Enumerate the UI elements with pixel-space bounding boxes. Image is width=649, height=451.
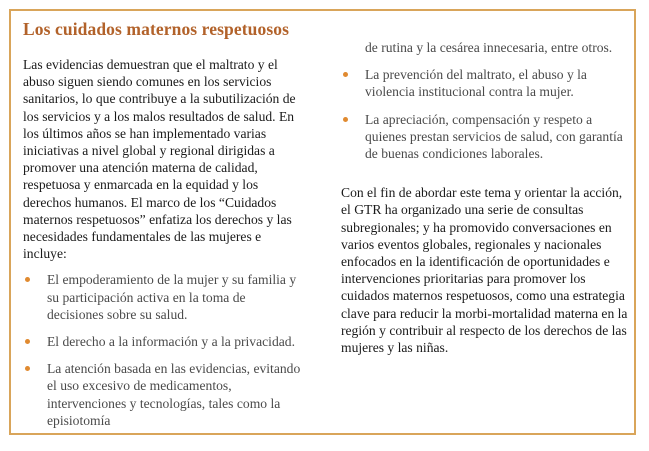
list-item [23,333,305,350]
bullet-dot-icon [343,117,348,122]
left-bullet-list [23,271,305,429]
left-column [23,56,305,439]
list-item [23,360,305,429]
list-item [341,66,631,100]
right-column [341,39,631,356]
bullet-continuation: de rutina y la cesárea innecesaria, entre otros. [365,40,613,55]
list-item-text: El derecho a la información y a la privacidad. [47,334,295,350]
bullet-dot-icon [25,277,30,282]
list-item-text: La prevención del maltrato, el abuso y la violencia institucional contra la mujer. [365,67,587,100]
right-bullet-list [341,66,631,162]
intro-paragraph: Las evidencias demuestran que el maltrato y el abuso siguen siendo comunes en los servicios sanitarios, lo que contribuye a la subutilización de los servicios y a los malos resultados de salud. En los últimos años se han implementado varias iniciativas a nivel global y regional dirigidas a promover una atención materna de calidad, respetuosa y enmarcada en la equidad y los derechos humanos. El marco de los “Cuidados maternos respetuosos” enfatiza los derechos y las necesidades fundamentales de las mujeres e incluye: [23,57,296,262]
list-item [23,271,305,323]
list-item-text: La apreciación, compensación y respeto a quienes prestan servicios de salud, con garantía de buenas condiciones laborales. [365,111,623,162]
bullet-dot-icon [25,339,30,344]
bullet-dot-icon [25,366,30,371]
closing-paragraph: Con el fin de abordar este tema y orientar la acción, el GTR ha organizado una serie de consultas subregionales; y ha promovido conversaciones en varios eventos globales, regionales y nacionales enfocados en la identificación de oportunidades e intervenciones prioritarias para promover los cuidados maternos respetuosos, como una estrategia clave para reducir la morbi-mortalidad materna en la región y contribuir al respecto de los derechos de las mujeres y las niñas. [341,185,628,356]
bullet-dot-icon [343,72,348,77]
list-item [341,111,631,163]
list-item-text: El empoderamiento de la mujer y su familia y su participación activa en la toma de decisiones sobre su salud. [47,272,297,322]
page-title: Los cuidados maternos respetuosos [23,19,289,39]
list-item-text: La atención basada en las evidencias, evitando el uso excesivo de medicamentos, intervenciones y tecnologías, tales como la episiotomía [47,361,301,428]
